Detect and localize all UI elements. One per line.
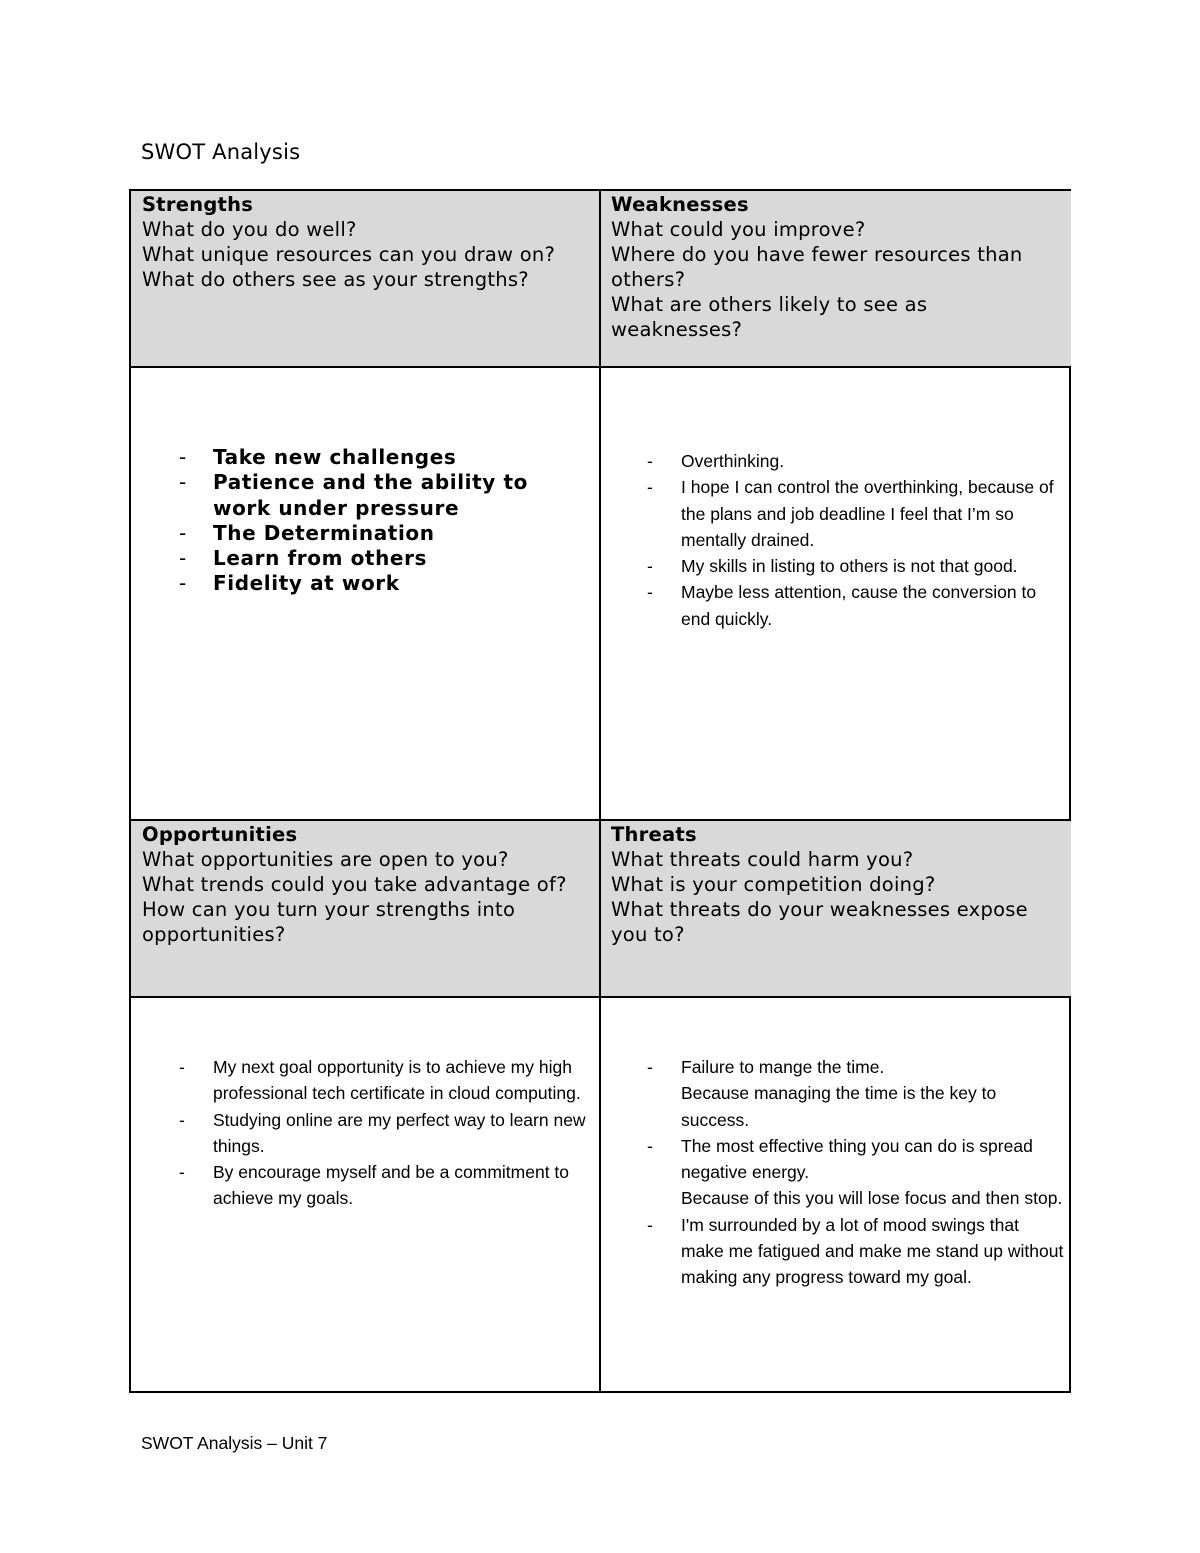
opportunities-question: How can you turn your strengths into opportunities? [142, 898, 516, 946]
list-item: - The most effective thing you can do is spread negative energy. Because of this you will lose focus and then stop. [681, 1133, 1066, 1212]
strengths-question: What do others see as your strengths? [142, 268, 529, 291]
threats-list [681, 1054, 1066, 1291]
threats-header-cell [601, 821, 1071, 998]
opportunities-question: What trends could you take advantage of? [142, 873, 567, 896]
opportunities-question: What opportunities are open to you? [142, 848, 509, 871]
list-item: - Take new challenges [213, 445, 593, 470]
list-item: - Overthinking. [681, 448, 1066, 474]
opportunities-answers-cell [131, 998, 601, 1393]
list-item: - By encourage myself and be a commitment to achieve my goals. [213, 1159, 598, 1212]
list-item: - Learn from others [213, 546, 593, 571]
weaknesses-header-cell [601, 191, 1071, 368]
threats-question: What threats do your weaknesses expose you to? [611, 898, 1028, 946]
weaknesses-list [681, 448, 1066, 632]
list-item: - Patience and the ability to work under pressure [213, 470, 593, 521]
strengths-header-cell [131, 191, 601, 368]
list-item: - The Determination [213, 521, 593, 546]
strengths-list [213, 445, 593, 597]
weaknesses-title: Weaknesses [611, 193, 749, 216]
threats-title: Threats [611, 823, 697, 846]
list-item: - Fidelity at work [213, 571, 593, 596]
opportunities-list [213, 1054, 598, 1212]
weaknesses-question: Where do you have fewer resources than others? [611, 243, 1023, 291]
opportunities-title: Opportunities [142, 823, 298, 846]
list-item: - Maybe less attention, cause the conversion to end quickly. [681, 579, 1066, 632]
list-item: - Failure to mange the time. Because managing the time is the key to success. [681, 1054, 1066, 1133]
weaknesses-answers-cell [601, 368, 1071, 821]
document-title: SWOT Analysis [141, 140, 301, 164]
page-footer: SWOT Analysis – Unit 7 [141, 1433, 328, 1453]
threats-answers-cell [601, 998, 1071, 1393]
weaknesses-question: What could you improve? [611, 218, 866, 241]
opportunities-header-cell [131, 821, 601, 998]
strengths-question: What do you do well? [142, 218, 357, 241]
list-item: - I'm surrounded by a lot of mood swings that make me fatigued and make me stand up without making any progress toward my goal. [681, 1212, 1066, 1291]
threats-question: What is your competition doing? [611, 873, 936, 896]
list-item: - My skills in listing to others is not that good. [681, 553, 1066, 579]
swot-table [129, 189, 1071, 1393]
strengths-title: Strengths [142, 193, 254, 216]
weaknesses-question: What are others likely to see as weaknesses? [611, 293, 928, 341]
strengths-answers-cell [131, 368, 601, 821]
list-item: - My next goal opportunity is to achieve my high professional tech certificate in cloud computing. [213, 1054, 598, 1107]
strengths-question: What unique resources can you draw on? [142, 243, 556, 266]
list-item: - Studying online are my perfect way to learn new things. [213, 1107, 598, 1160]
threats-question: What threats could harm you? [611, 848, 914, 871]
list-item: - I hope I can control the overthinking, because of the plans and job deadline I feel that I’m so mentally drained. [681, 474, 1066, 553]
